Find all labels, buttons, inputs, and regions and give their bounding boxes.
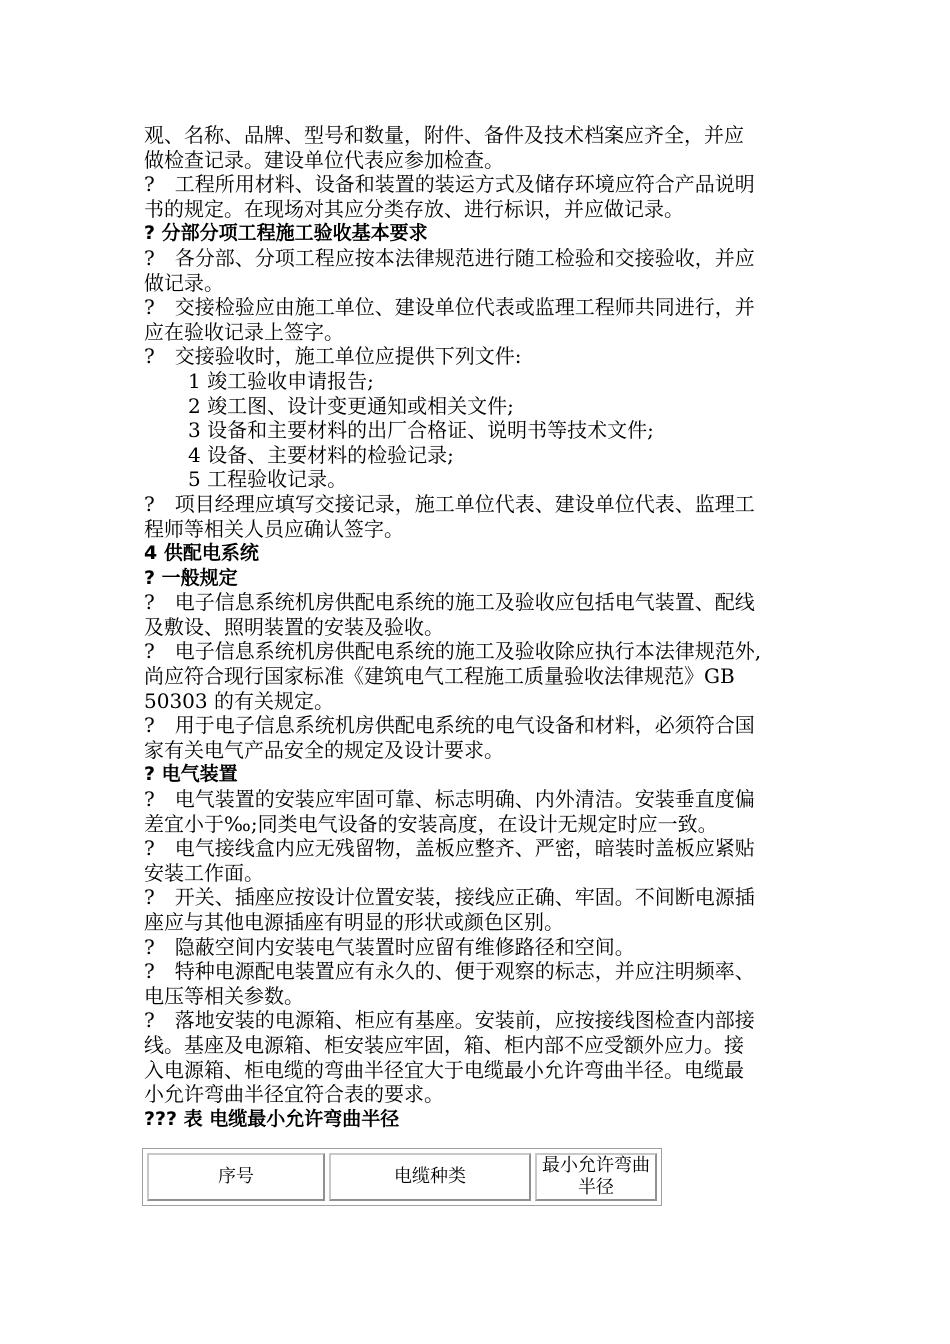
text-line: 入电源箱、柜电缆的弯曲半径宜大于电缆最小允许弯曲半径。电缆最	[144, 1057, 744, 1082]
header-cell-cable-type: 电缆种类	[329, 1153, 531, 1201]
header-cell-min-radius: 最小允许弯曲半径	[535, 1153, 657, 1201]
text-line: ? 落地安装的电源箱、柜应有基座。安装前，应按接线图检查内部接	[144, 1008, 755, 1033]
text-line: ? 交接检验应由施工单位、建设单位代表或监理工程师共同进行，并	[144, 295, 755, 320]
text-line: 50303 的有关规定。	[144, 688, 334, 713]
text-line: ? 电气装置的安装应牢固可靠、标志明确、内外清洁。安装垂直度偏	[144, 787, 755, 812]
text-line: 线。基座及电源箱、柜安装应牢固，箱、柜内部不应受额外应力。接	[144, 1032, 744, 1057]
header-cell-index: 序号	[147, 1153, 325, 1201]
list-item: 2 竣工图、设计变更通知或相关文件;	[188, 393, 514, 418]
chapter-heading: 4 供配电系统	[144, 542, 259, 565]
text-line: 做检查记录。建设单位代表应参加检查。	[144, 147, 504, 172]
document-body	[144, 123, 814, 1131]
list-item: 1 竣工验收申请报告;	[188, 368, 374, 393]
text-line: 书的规定。在现场对其应分类存放、进行标识，并应做记录。	[144, 196, 684, 221]
text-line: 尚应符合现行国家标准《建筑电气工程施工质量验收法律规范》GB	[144, 664, 735, 689]
text-line: 小允许弯曲半径宜符合表的要求。	[144, 1082, 444, 1107]
table-caption: ??? 表 电缆最小允许弯曲半径	[144, 1107, 400, 1130]
text-line: 做记录。	[144, 270, 224, 295]
text-line: ? 电子信息系统机房供配电系统的施工及验收除应执行本法律规范外,	[144, 639, 762, 664]
section-heading: ? 电气装置	[144, 763, 238, 786]
list-item: 3 设备和主要材料的出厂合格证、说明书等技术文件;	[188, 418, 654, 443]
text-line: 差宜小于‰;同类电气设备的安装高度，在设计无规定时应一致。	[144, 811, 718, 836]
section-heading: ? 分部分项工程施工验收基本要求	[144, 222, 428, 245]
text-line: ? 电气接线盒内应无残留物，盖板应整齐、严密，暗装时盖板应紧贴	[144, 836, 755, 861]
text-line: 座应与其他电源插座有明显的形状或颜色区别。	[144, 910, 564, 934]
text-line: 程师等相关人员应确认签字。	[144, 516, 404, 541]
text-line: ? 用于电子信息系统机房供配电系统的电气设备和材料，必须符合国	[144, 713, 755, 738]
text-line: ? 隐蔽空间内安装电气装置时应留有维修路径和空间。	[144, 934, 635, 959]
list-item: 5 工程验收记录。	[188, 467, 348, 492]
text-line: ? 各分部、分项工程应按本法律规范进行随工检验和交接验收，并应	[144, 245, 755, 270]
text-line: ? 特种电源配电装置应有永久的、便于观察的标志，并应注明频率、	[144, 959, 755, 984]
table-header-row	[147, 1153, 657, 1201]
text-line: 应在验收记录上签字。	[144, 319, 344, 344]
text-line: 及敷设、照明装置的安装及验收。	[144, 614, 444, 639]
text-line: ? 电子信息系统机房供配电系统的施工及验收应包括电气装置、配线	[144, 590, 755, 615]
text-line: 观、名称、品牌、型号和数量，附件、备件及技术档案应齐全，并应	[144, 123, 744, 147]
text-line: 家有关电气产品安全的规定及设计要求。	[144, 737, 504, 762]
section-heading: ? 一般规定	[144, 566, 238, 589]
text-line: ? 开关、插座应按设计位置安装，接线应正确、牢固。不间断电源插	[144, 885, 755, 910]
cable-bend-radius-table	[142, 1148, 662, 1206]
text-line: 电压等相关参数。	[144, 983, 304, 1008]
list-item: 4 设备、主要材料的检验记录;	[188, 442, 454, 467]
text-line: ? 交接验收时，施工单位应提供下列文件:	[144, 344, 522, 369]
text-line: ? 项目经理应填写交接记录，施工单位代表、建设单位代表、监理工	[144, 491, 755, 516]
text-line: 安装工作面。	[144, 860, 264, 885]
text-line: ? 工程所用材料、设备和装置的装运方式及储存环境应符合产品说明	[144, 172, 755, 197]
